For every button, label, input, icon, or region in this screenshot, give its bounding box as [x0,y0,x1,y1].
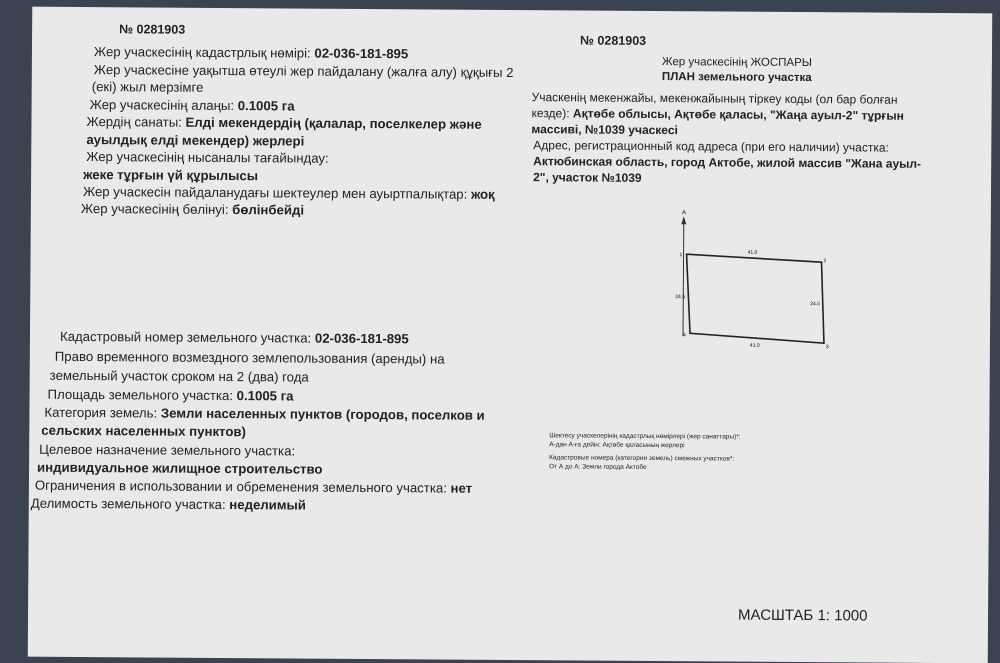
address-ru-value1: Актюбинская область, город Актобе, жилой массив "Жана ауыл- [533,154,922,171]
ru-restriction-label: Ограничения в использовании и обременения земельного участка: [34,477,447,496]
north-arrow-line [682,224,686,339]
address-kz-value1: Ақтөбе облысы, Ақтөбе қаласы, "Жаңа ауыл-2" тұрғын [572,106,904,123]
kz-restriction-value: жоқ [470,186,495,202]
ru-cadastral-row [60,329,409,346]
kz-area-value: 0.1005 га [237,98,295,114]
side-left-length: 24.5 [675,294,686,301]
north-label: А [681,210,686,217]
point-2-label: 2 [823,258,827,265]
kz-divisibility-value: бөлінбейді [232,202,305,218]
parcel-boundary [686,254,825,343]
ru-divisibility-value: неделимый [229,497,307,513]
address-kz-label-line1: Учаскенің мекенжайы, мекенжайының тіркеу коды (ол бар болған [531,90,898,107]
ru-restriction-row [35,478,472,496]
kz-restriction-row [83,184,495,202]
ru-restriction-value: нет [450,480,473,496]
kz-right-line1: Жер учаскесіне уақытша өтеулі жер пайдалану (жалға алу) құқығы 2 [93,62,514,81]
kz-category-value1: Елді мекендердің (қалалар, поселкелер және [185,114,482,132]
ru-category-label: Категория земель: [44,404,158,421]
address-ru-label: Адрес, регистрационный код адреса (при его наличии) участка: [533,138,889,155]
point-3-label: 3 [825,344,829,351]
ru-category-row [44,405,484,423]
kz-purpose-label: Жер учаскесінің нысаналы тағайындау: [86,149,329,166]
kz-area-row [90,97,295,113]
map-scale: МАСШТАБ 1: 1000 [737,606,868,625]
ru-category-value1: Земли населенных пунктов (городов, поселков и [160,405,485,423]
ru-divisibility-label: Делимость земельного участка: [30,495,226,513]
adjacent-ru-value: От А до А: Земли города Актобе [549,463,647,471]
north-arrow-head [681,216,686,224]
plan-title-ru: ПЛАН земельного участка [661,71,812,85]
address-kz-label-line2: кезде): [531,106,570,121]
ru-cadastral-value: 02-036-181-895 [314,330,409,347]
kz-purpose-value: жеке тұрғын үй құрылысы [83,167,259,184]
kz-cadastral-row [94,44,408,61]
side-top-length: 41.0 [747,249,758,256]
serial-number-right: № 0281903 [580,33,647,48]
ru-area-row [48,387,294,404]
ru-right-line1: Право временного возмездного землепользования (аренды) на [54,348,445,367]
ru-category-value2: сельских населенных пунктов) [41,422,246,440]
address-ru-value2: 2", участок №1039 [533,170,642,185]
kz-category-label: Жердің санаты: [86,114,182,130]
side-bottom-length: 41.0 [749,342,760,349]
point-4-label: 4 [682,332,686,339]
adjacent-kz-title: Шектесу учаскелерінің кадастрлық нөмірлері (жер санаттары)*: [549,432,741,441]
document-sheet [28,7,993,663]
side-right-length: 24.5 [810,301,820,308]
address-kz-value2: массиві, №1039 учаскесі [531,122,678,138]
ru-area-label: Площадь земельного участка: [47,386,234,404]
kz-cadastral-label: Жер учаскесінің кадастрлық нөмірі: [93,44,311,61]
ru-cadastral-label: Кадастровый номер земельного участка: [59,328,312,346]
point-1-label: 1 [679,252,683,259]
ru-purpose-label: Целевое назначение земельного участка: [39,441,296,459]
kz-right-line2: (екі) жыл мерзімге [91,79,204,95]
adjacent-kz-value: А-дан А-ға дейін: Ақтөбе қаласының жерлері [549,441,685,450]
kz-restriction-label: Жер учаскесін пайдаланудағы шектеулер мен ауыртпалықтар: [82,184,468,202]
kz-area-label: Жер учаскесінің алаңы: [89,97,235,114]
ru-purpose-value: индивидуальное жилищное строительство [37,459,323,477]
ru-area-value: 0.1005 га [236,388,294,404]
kz-category-row [86,114,481,132]
parcel-plan-drawing [650,206,831,362]
plan-title-kz: Жер учаскесінің ЖОСПАРЫ [661,56,813,70]
ru-right-line2: земельный участок сроком на 2 (два) года [49,367,309,385]
address-kz-row [532,106,904,123]
kz-cadastral-value: 02-036-181-895 [314,45,409,62]
kz-category-value2: ауылдық елді мекендер) жерлері [86,132,305,149]
kz-divisibility-label: Жер учаскесінің бөлінуі: [80,201,229,218]
kz-divisibility-row [81,201,304,218]
adjacent-ru-title: Кадастровые номера (категории земель) смежных участков*: [549,454,735,463]
serial-number-left: № 0281903 [119,22,186,37]
ru-divisibility-row [31,496,306,513]
